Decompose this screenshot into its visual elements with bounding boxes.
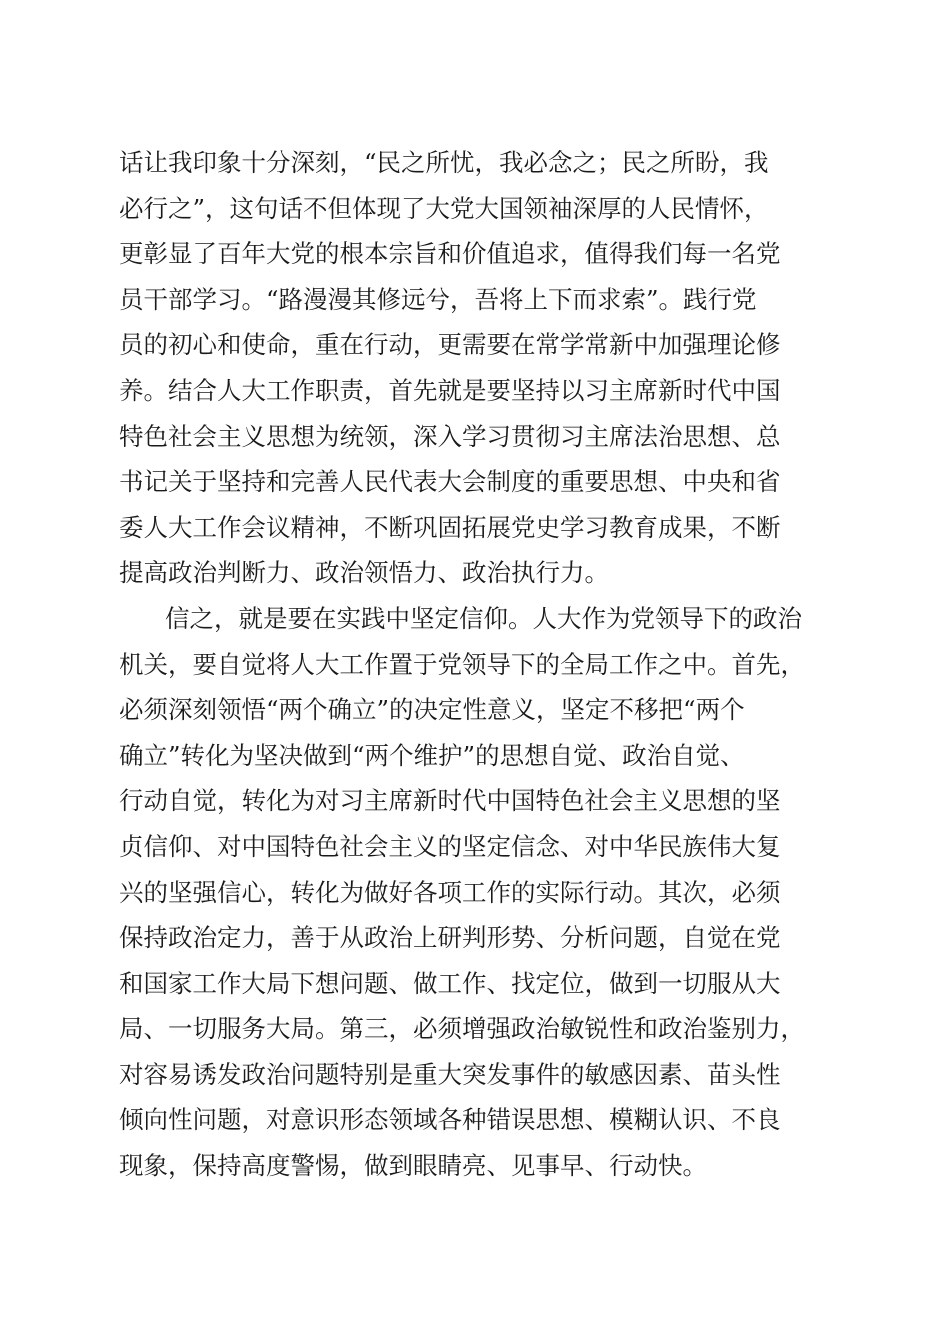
paragraph-2-line-5: 行动自觉，转化为对习主席新时代中国特色社会主义思想的坚 [119, 786, 781, 816]
paragraph-1-line-5: 员的初心和使命，重在行动，更需要在常学常新中加强理论修 [119, 330, 781, 360]
body-text [119, 140, 839, 1189]
paragraph-1-line-3: 更彰显了百年大党的根本宗旨和价值追求，值得我们每一名党 [119, 239, 781, 269]
paragraph-2-line-9: 和国家工作大局下想问题、做工作、找定位，做到一切服从大 [119, 968, 781, 998]
paragraph-1-line-1: 话让我印象十分深刻，“民之所忧，我必念之；民之所盼，我 [119, 148, 769, 177]
paragraph-1 [119, 140, 839, 596]
paragraph-1-line-8: 书记关于坚持和完善人民代表大会制度的重要思想、中央和省 [119, 467, 781, 497]
paragraph-2-line-11: 对容易诱发政治问题特别是重大突发事件的敏感因素、苗头性 [119, 1059, 781, 1089]
paragraph-2-line-2: 机关，要自觉将人大工作置于党领导下的全局工作之中。首先， [119, 649, 805, 679]
paragraph-1-line-2: 必行之”，这句话不但体现了大党大国领袖深厚的人民情怀， [119, 193, 769, 223]
paragraph-1-line-10: 提高政治判断力、政治领悟力、政治执行力。 [119, 558, 609, 588]
paragraph-2-line-1: 信之，就是要在实践中坚定信仰。人大作为党领导下的政治 [165, 603, 802, 633]
paragraph-1-line-7: 特色社会主义思想为统领，深入学习贯彻习主席法治思想、总 [119, 421, 781, 451]
paragraph-2-line-7: 兴的坚强信心，转化为做好各项工作的实际行动。其次，必须 [119, 877, 781, 907]
paragraph-2-line-4: 确立”转化为坚决做到“两个维护”的思想自觉、政治自觉、 [119, 740, 745, 770]
paragraph-2-line-6: 贞信仰、对中国特色社会主义的坚定信念、对中华民族伟大复 [119, 831, 781, 861]
paragraph-2-line-10: 局、一切服务大局。第三，必须增强政治敏锐性和政治鉴别力， [119, 1014, 805, 1044]
paragraph-2-line-13: 现象，保持高度警惕，做到眼睛亮、见事早、行动快。 [119, 1151, 707, 1181]
paragraph-2-line-8: 保持政治定力，善于从政治上研判形势、分析问题，自觉在党 [119, 923, 781, 953]
paragraph-1-line-9: 委人大工作会议精神，不断巩固拓展党史学习教育成果，不断 [119, 512, 781, 542]
paragraph-1-line-4: 员干部学习。“路漫漫其修远兮，吾将上下而求索”。践行党 [119, 284, 757, 314]
paragraph-2-line-12: 倾向性问题，对意识形态领域各种错误思想、模糊认识、不良 [119, 1105, 781, 1135]
paragraph-2 [119, 596, 839, 1189]
paragraph-2-line-3: 必须深刻领悟“两个确立”的决定性意义，坚定不移把“两个 [119, 695, 745, 725]
paragraph-1-line-6: 养。结合人大工作职责，首先就是要坚持以习主席新时代中国 [119, 375, 781, 405]
